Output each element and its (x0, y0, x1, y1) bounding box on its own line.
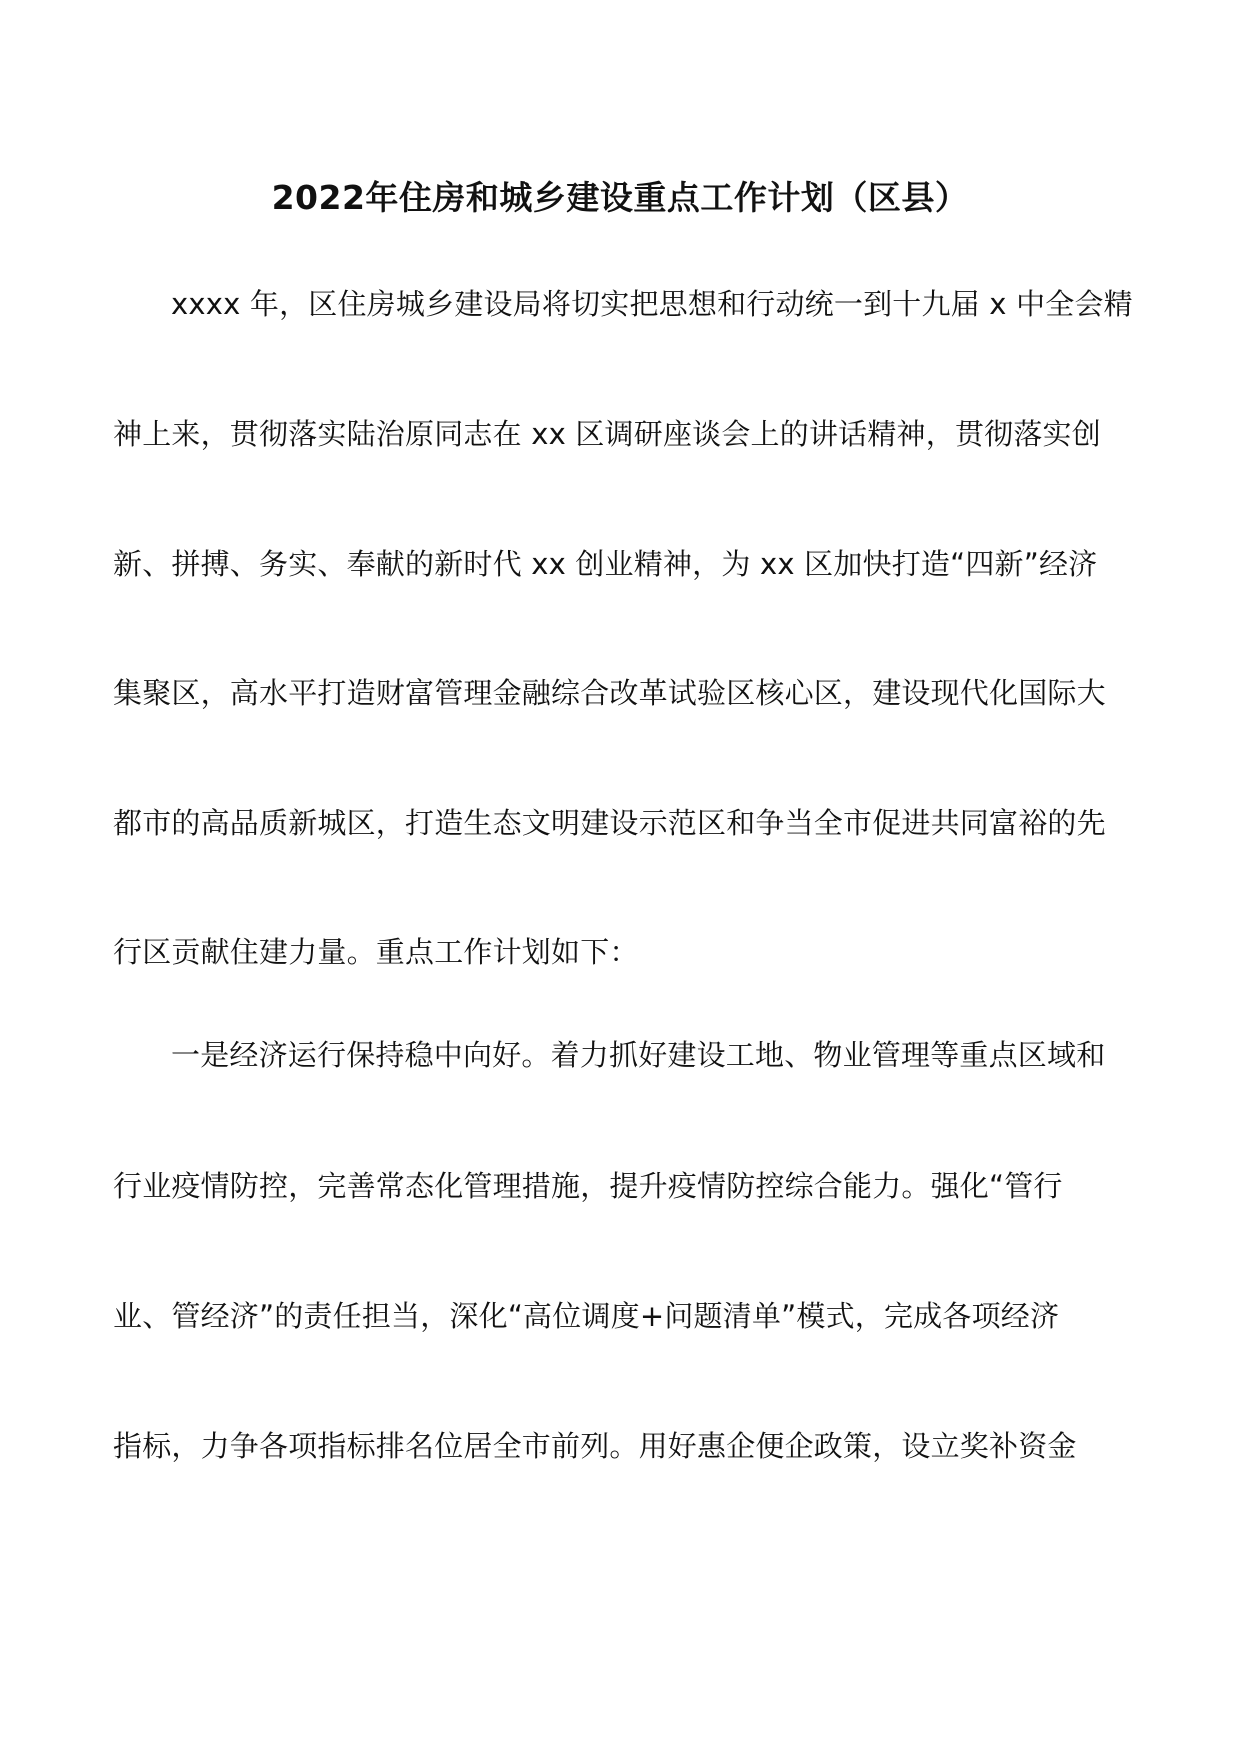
paragraph-line: 集聚区，高水平打造财富管理金融综合改革试验区核心区，建设现代化国际大 (113, 676, 1106, 710)
paragraph-line: 新、拼搏、务实、奉献的新时代 xx 创业精神，为 xx 区加快打造“四新”经济 (113, 547, 1098, 581)
paragraph-line: 行业疫情防控，完善常态化管理措施，提升疫情防控综合能力。强化“管行 (113, 1169, 1063, 1203)
paragraph-line: 都市的高品质新城区，打造生态文明建设示范区和争当全市促进共同富裕的先 (113, 806, 1106, 840)
paragraph-line: xxxx 年，区住房城乡建设局将切实把思想和行动统一到十九届 x 中全会精 (171, 287, 1133, 321)
paragraph-line: 指标，力争各项指标排名位居全市前列。用好惠企便企政策，设立奖补资金 (113, 1429, 1077, 1463)
paragraph-line: 一是经济运行保持稳中向好。着力抓好建设工地、物业管理等重点区域和 (171, 1038, 1106, 1072)
paragraph-line: 业、管经济”的责任担当，深化“高位调度+问题清单”模式，完成各项经济 (113, 1299, 1060, 1333)
paragraph-line: 行区贡献住建力量。重点工作计划如下： (113, 935, 639, 969)
document-title: 2022年住房和城乡建设重点工作计划（区县） (271, 178, 969, 217)
paragraph-line: 神上来，贯彻落实陆治原同志在 xx 区调研座谈会上的讲话精神，贯彻落实创 (113, 417, 1101, 451)
